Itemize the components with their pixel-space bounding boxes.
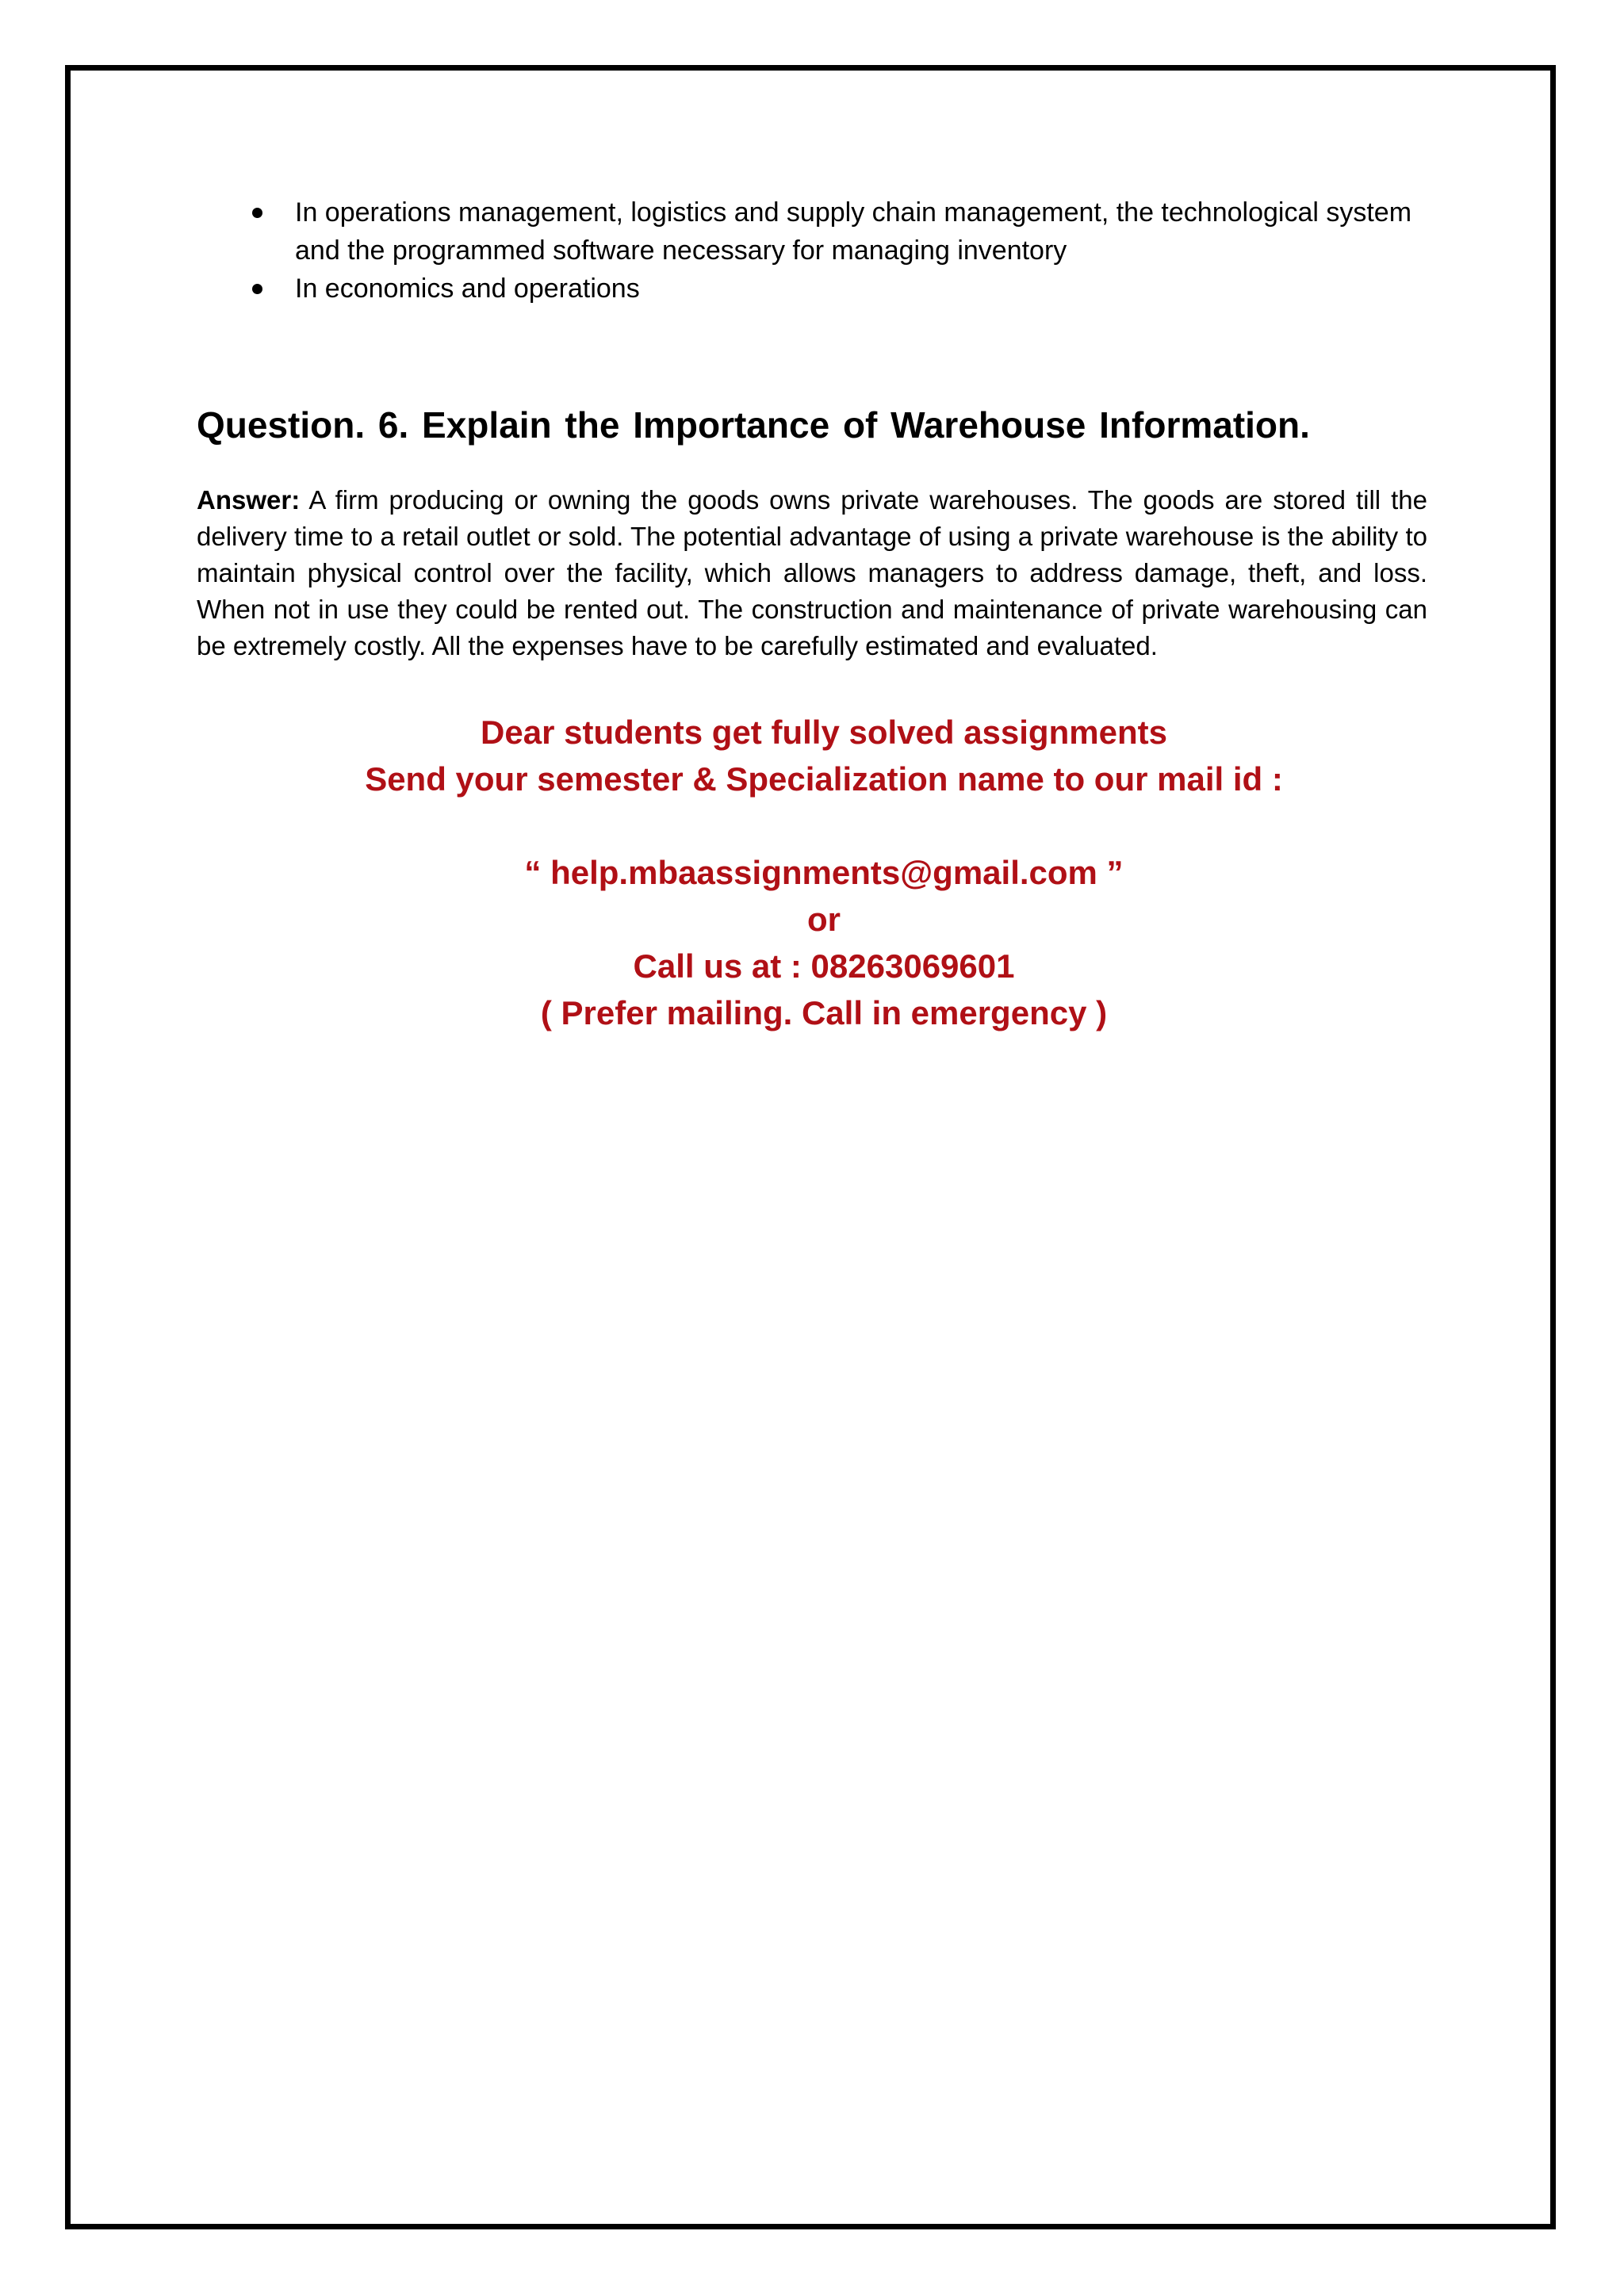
bullet-icon bbox=[252, 208, 262, 218]
promo-block bbox=[197, 709, 1427, 1036]
question-heading: Question. 6. Explain the Importance of Warehouse Information. bbox=[197, 404, 1310, 446]
bullet-list bbox=[197, 193, 1427, 308]
bullet-icon bbox=[252, 284, 262, 294]
list-item bbox=[197, 193, 1427, 270]
bullet-text: In economics and operations bbox=[295, 274, 640, 304]
list-item bbox=[197, 270, 1427, 308]
answer-paragraph bbox=[197, 482, 1427, 664]
promo-phone: Call us at : 08263069601 bbox=[633, 947, 1015, 985]
promo-spacer bbox=[220, 802, 1427, 849]
promo-or: or bbox=[807, 901, 841, 938]
answer-text: A firm producing or owning the goods owns private warehouses. The goods are stored till the delivery time to a retail outlet or sold. The potential advantage of using a private warehouse is the ability to maintain physical control over the facility, which allows managers to address damage, theft, and loss. When not in use they could be rented out. The construction and maintenance of private warehousing can be extremely costly. All the expenses have to be carefully estimated and evaluated. bbox=[197, 485, 1427, 660]
promo-note: ( Prefer mailing. Call in emergency ) bbox=[540, 994, 1108, 1031]
promo-email: “ help.mbaassignments@gmail.com ” bbox=[524, 854, 1124, 891]
document-content bbox=[197, 193, 1427, 1036]
answer-label: Answer: bbox=[197, 485, 301, 515]
bullet-text: In operations management, logistics and supply chain management, the technological system and the programmed software necessary for managing inventory bbox=[295, 197, 1412, 266]
promo-line-1: Dear students get fully solved assignments bbox=[481, 714, 1167, 751]
promo-line-2: Send your semester & Specialization name to our mail id : bbox=[365, 760, 1283, 798]
